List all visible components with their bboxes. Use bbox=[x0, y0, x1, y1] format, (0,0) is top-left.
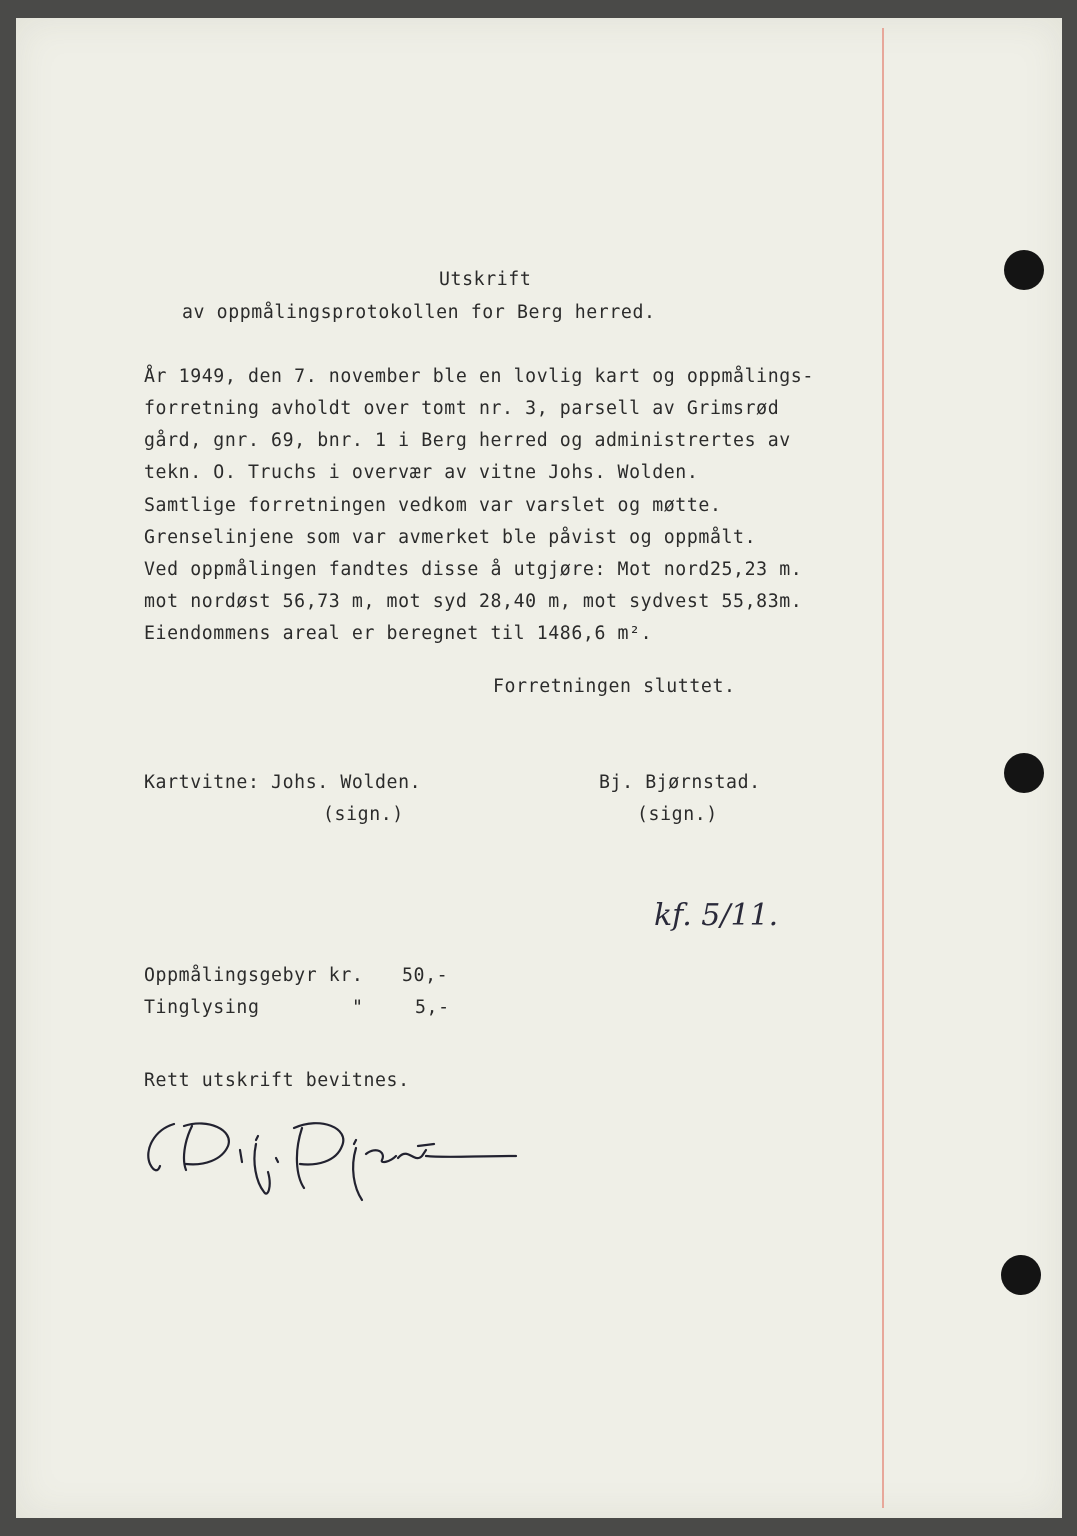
certification-line: Rett utskrift bevitnes. bbox=[144, 1070, 410, 1091]
fee-label: Tinglysing bbox=[144, 997, 260, 1018]
body-line: forretning avholdt over tomt nr. 3, parsell av Grimsrød bbox=[144, 398, 780, 419]
body-line: Eiendommens areal er beregnet til 1486,6 m². bbox=[144, 623, 653, 644]
body-line: gård, gnr. 69, bnr. 1 i Berg herred og administrertes av bbox=[144, 430, 791, 451]
official-sign-mark: (sign.) bbox=[637, 804, 718, 825]
witness-name: Kartvitne: Johs. Wolden. bbox=[144, 772, 422, 793]
fee-label: Oppmålingsgebyr kr. bbox=[144, 965, 364, 986]
document-page bbox=[16, 18, 1062, 1518]
body-line: Ved oppmålingen fandtes disse å utgjøre: Mot nord25,23 m. bbox=[144, 559, 803, 580]
binding-hole bbox=[1004, 250, 1044, 290]
document-subtitle: av oppmålingsprotokollen for Berg herred. bbox=[182, 302, 656, 323]
fee-ditto-mark: " bbox=[352, 997, 364, 1018]
official-name: Bj. Bjørnstad. bbox=[599, 772, 761, 793]
handwritten-signature bbox=[144, 1106, 524, 1206]
body-line: mot nordøst 56,73 m, mot syd 28,40 m, mot sydvest 55,83m. bbox=[144, 591, 803, 612]
fee-value: 50,- bbox=[402, 965, 449, 986]
body-line: Samtlige forretningen vedkom var varslet og møtte. bbox=[144, 495, 722, 516]
body-line: tekn. O. Truchs i overvær av vitne Johs. Wolden. bbox=[144, 462, 699, 483]
witness-sign-mark: (sign.) bbox=[323, 804, 404, 825]
fee-value: 5,- bbox=[415, 997, 450, 1018]
binding-hole bbox=[1004, 753, 1044, 793]
margin-rule bbox=[882, 28, 884, 1508]
handwritten-note: kf. 5/11. bbox=[654, 898, 779, 933]
document-title: Utskrift bbox=[439, 269, 532, 290]
binding-hole bbox=[1001, 1255, 1041, 1295]
closing-statement: Forretningen sluttet. bbox=[493, 676, 736, 697]
body-line: År 1949, den 7. november ble en lovlig kart og oppmålings- bbox=[144, 366, 814, 387]
body-line: Grenselinjene som var avmerket ble påvist og oppmålt. bbox=[144, 527, 757, 548]
